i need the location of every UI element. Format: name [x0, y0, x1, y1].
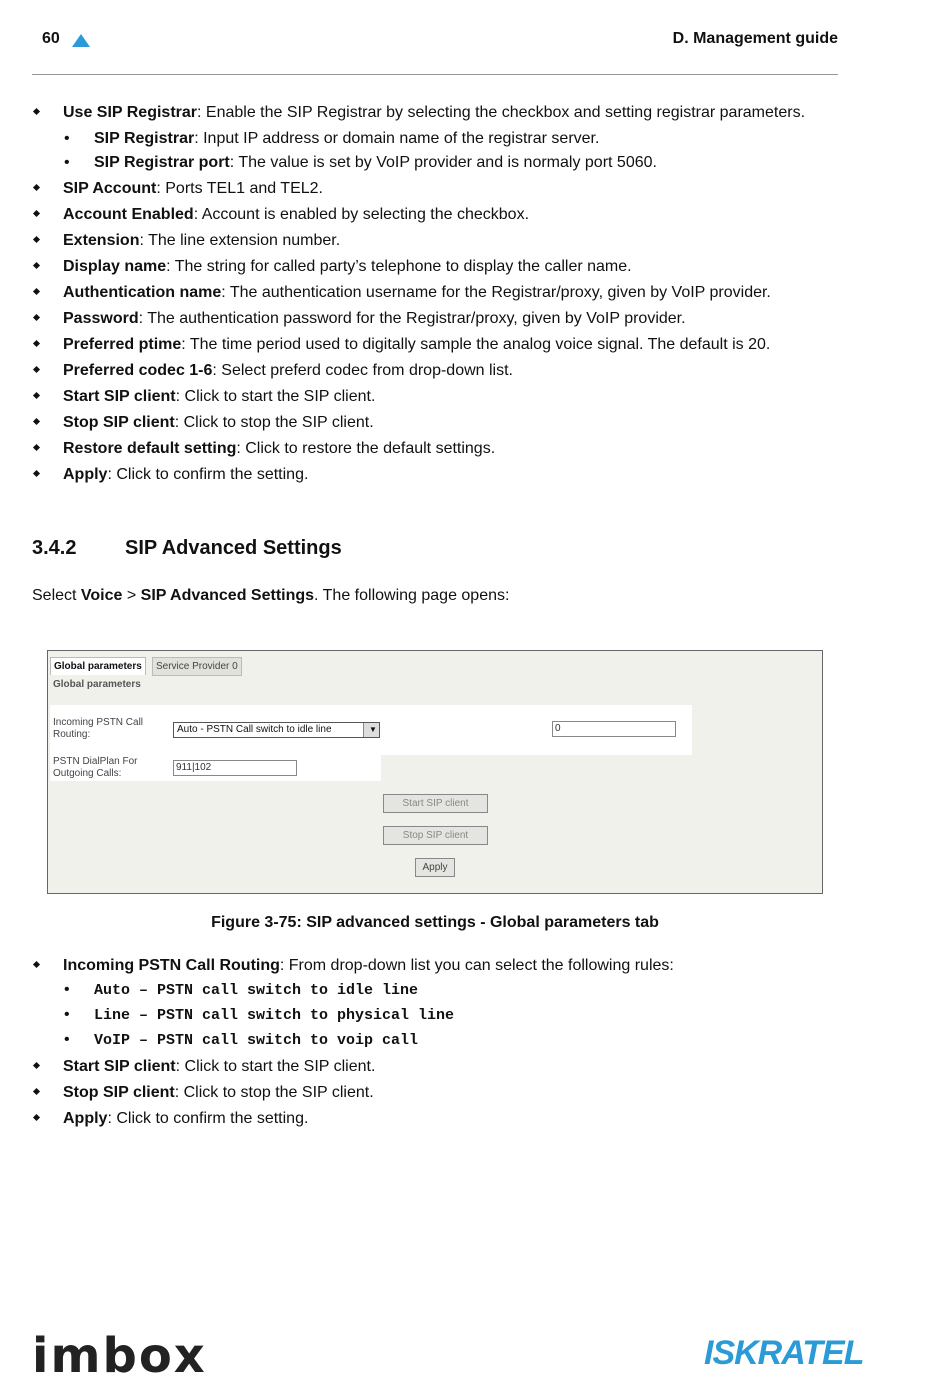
item-text: : Input IP address or domain name of the registrar server. — [194, 130, 600, 147]
item-term: Authentication name — [63, 284, 222, 301]
item-text: : Select preferd codec from drop-down list. — [212, 362, 513, 379]
sub-list-item — [0, 129, 950, 149]
dropdown-arrow-icon[interactable]: ▼ — [363, 723, 379, 737]
tab-service-provider[interactable]: Service Provider 0 — [152, 657, 242, 676]
sub-list-item — [0, 1030, 950, 1051]
item-text: : Enable the SIP Registrar by selecting the checkbox and setting registrar parameters. — [197, 104, 806, 121]
diamond-bullet-icon — [33, 108, 40, 115]
incoming-routing-select[interactable] — [173, 722, 380, 738]
item-text: : The authentication password for the Registrar/proxy, given by VoIP provider. — [138, 310, 686, 327]
dot-bullet-icon: • — [64, 130, 70, 147]
item-text: : The string for called party’s telephone to display the caller name. — [166, 258, 632, 275]
figure-caption: Figure 3-75: SIP advanced settings - Global parameters tab — [211, 914, 659, 931]
label-line: PSTN DialPlan For — [53, 756, 138, 767]
group-label: Global parameters — [53, 679, 141, 690]
section-number: 3.4.2 — [32, 537, 77, 559]
item-term: Preferred ptime — [63, 336, 182, 353]
diamond-bullet-icon — [33, 210, 40, 217]
para-text: Select — [32, 587, 81, 604]
list-item — [0, 283, 838, 303]
list-item — [0, 257, 838, 277]
sub-list-item — [0, 980, 950, 1001]
item-text: : Click to confirm the setting. — [107, 466, 309, 483]
start-sip-client-button[interactable]: Start SIP client — [383, 794, 488, 813]
list-item — [0, 1057, 838, 1077]
tab-global-parameters[interactable]: Global parameters — [50, 657, 146, 675]
dialplan-input[interactable]: 911|102 — [173, 760, 297, 776]
diamond-bullet-icon — [33, 418, 40, 425]
para-text: . The following page opens: — [314, 587, 510, 604]
item-term: SIP Registrar — [94, 130, 195, 147]
item-term: Preferred codec 1-6 — [63, 362, 213, 379]
diamond-bullet-icon — [33, 288, 40, 295]
menu-voice: Voice — [80, 587, 123, 604]
diamond-bullet-icon — [33, 340, 40, 347]
diamond-bullet-icon — [33, 1114, 40, 1121]
menu-sip-advanced: SIP Advanced Settings — [140, 587, 315, 604]
diamond-bullet-icon — [33, 392, 40, 399]
diamond-bullet-icon — [33, 1062, 40, 1069]
para-text: > — [122, 587, 141, 604]
dot-bullet-icon: • — [64, 154, 70, 171]
item-term: Incoming PSTN Call Routing — [63, 957, 280, 974]
rule-text: Line – PSTN call switch to physical line — [94, 1007, 455, 1024]
label-line: Routing: — [53, 729, 91, 740]
item-text: : Click to start the SIP client. — [175, 388, 376, 405]
sub-list-item — [0, 153, 950, 173]
list-item — [0, 335, 838, 355]
diamond-bullet-icon — [33, 314, 40, 321]
header-rule — [32, 74, 838, 75]
item-term: Apply — [63, 466, 108, 483]
list-item — [0, 439, 838, 459]
list-item — [0, 103, 838, 123]
item-term: Start SIP client — [63, 1058, 176, 1075]
item-text: : Click to start the SIP client. — [175, 1058, 376, 1075]
item-term: Restore default setting — [63, 440, 237, 457]
incoming-extra-input[interactable]: 0 — [552, 721, 676, 737]
diamond-bullet-icon — [33, 184, 40, 191]
item-term: Apply — [63, 1110, 108, 1127]
imbox-logo: imbox — [32, 1328, 207, 1384]
iskratel-logo: ISKRATEL — [704, 1334, 864, 1372]
section-title: SIP Advanced Settings — [125, 537, 342, 559]
page-number: 60 — [42, 30, 60, 47]
list-item — [0, 231, 838, 251]
item-text: : Ports TEL1 and TEL2. — [156, 180, 323, 197]
list-item — [0, 465, 838, 485]
item-term: Stop SIP client — [63, 414, 175, 431]
list-item — [0, 179, 838, 199]
header-title: D. Management guide — [672, 30, 838, 47]
list-item — [0, 1083, 838, 1103]
diamond-bullet-icon — [33, 961, 40, 968]
diamond-bullet-icon — [33, 1088, 40, 1095]
item-term: SIP Registrar port — [94, 154, 230, 171]
dialplan-label — [53, 756, 137, 780]
item-text: : The value is set by VoIP provider and is normaly port 5060. — [229, 154, 657, 171]
apply-button[interactable]: Apply — [415, 858, 455, 877]
item-term: Use SIP Registrar — [63, 104, 197, 121]
item-term: Account Enabled — [63, 206, 194, 223]
item-term: Start SIP client — [63, 388, 176, 405]
item-text: : Click to stop the SIP client. — [174, 414, 374, 431]
list-item — [0, 1109, 838, 1129]
list-item — [0, 387, 838, 407]
item-text: : Click to restore the default settings. — [236, 440, 496, 457]
item-term: Display name — [63, 258, 167, 275]
rule-text: Auto – PSTN call switch to idle line — [94, 982, 419, 999]
list-item — [0, 413, 838, 433]
label-line: Outgoing Calls: — [53, 768, 122, 779]
diamond-bullet-icon — [33, 366, 40, 373]
item-term: Password — [63, 310, 139, 327]
item-text: : Account is enabled by selecting the checkbox. — [193, 206, 530, 223]
triangle-icon — [72, 34, 90, 47]
list-item — [0, 956, 838, 976]
bullet-list-2 — [0, 956, 950, 1135]
incoming-label — [53, 717, 143, 741]
item-text: : The line extension number. — [139, 232, 341, 249]
select-value: Auto - PSTN Call switch to idle line — [177, 724, 332, 735]
diamond-bullet-icon — [33, 236, 40, 243]
dot-bullet-icon: • — [64, 1031, 70, 1048]
dot-bullet-icon: • — [64, 1006, 70, 1023]
diamond-bullet-icon — [33, 262, 40, 269]
label-line: Incoming PSTN Call — [53, 717, 144, 728]
item-term: Extension — [63, 232, 140, 249]
item-text: : Click to confirm the setting. — [107, 1110, 309, 1127]
list-item — [0, 309, 838, 329]
screenshot-figure — [47, 650, 823, 894]
rule-text: VoIP – PSTN call switch to voip call — [94, 1032, 419, 1049]
sub-list-item — [0, 1005, 950, 1026]
list-item — [0, 361, 838, 381]
stop-sip-client-button[interactable]: Stop SIP client — [383, 826, 488, 845]
select-paragraph — [32, 587, 509, 605]
diamond-bullet-icon — [33, 470, 40, 477]
item-text: : The authentication username for the Registrar/proxy, given by VoIP provider. — [221, 284, 771, 301]
item-text: : From drop-down list you can select the following rules: — [279, 957, 674, 974]
diamond-bullet-icon — [33, 444, 40, 451]
item-term: SIP Account — [63, 180, 157, 197]
item-term: Stop SIP client — [63, 1084, 175, 1101]
bullet-list-1 — [0, 103, 950, 491]
dot-bullet-icon: • — [64, 981, 70, 998]
item-text: : The time period used to digitally sample the analog voice signal. The default is 20. — [181, 336, 771, 353]
item-text: : Click to stop the SIP client. — [174, 1084, 374, 1101]
list-item — [0, 205, 838, 225]
